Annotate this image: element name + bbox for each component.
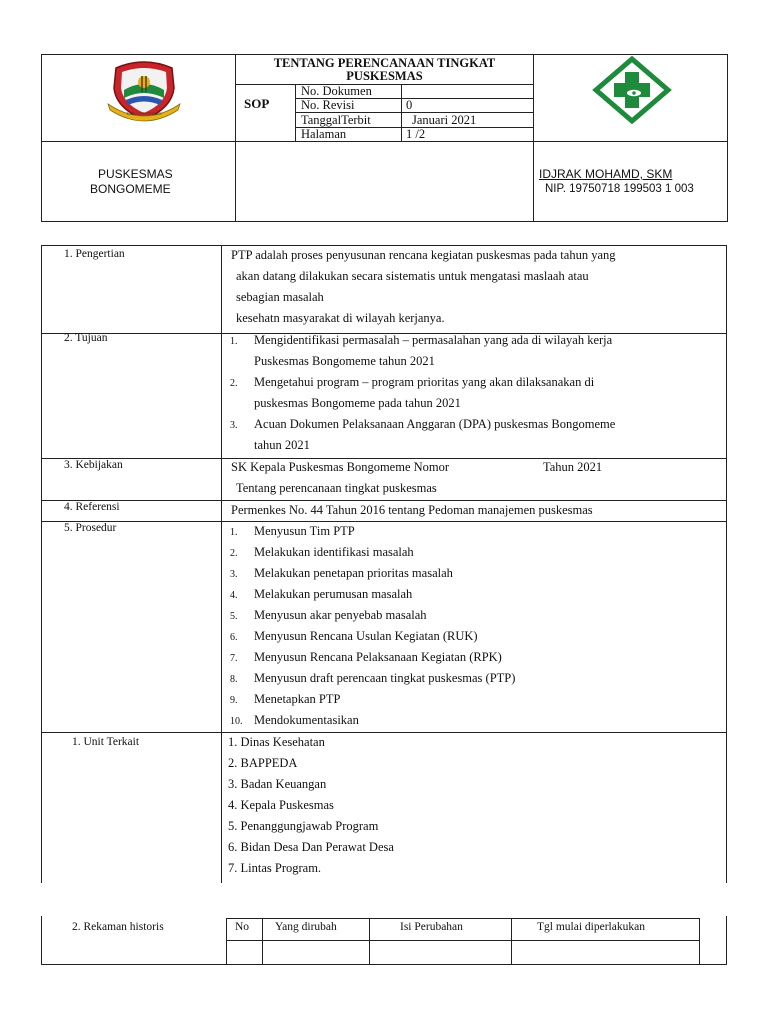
- history-col-no: No: [235, 921, 250, 933]
- org-name-line-2: BONGOMEME: [90, 182, 171, 196]
- sop-label: SOP: [244, 96, 270, 111]
- tujuan-num-3: 3.: [230, 420, 238, 431]
- meta-label-dokumen: No. Dokumen: [301, 84, 372, 98]
- kebijakan-sk-text: SK Kepala Puskesmas Bongomeme Nomor: [231, 460, 450, 474]
- kebijakan-year-text: Tahun 2021: [543, 460, 603, 474]
- pengertian-line-1: PTP adalah proses penyusunan rencana kegiatan puskesmas pada tahun yang: [231, 248, 616, 262]
- unit-item: 7. Lintas Program.: [228, 861, 322, 875]
- unit-item: 3. Badan Keuangan: [228, 777, 327, 791]
- unit-item: 6. Bidan Desa Dan Perawat Desa: [228, 840, 394, 854]
- section-label-unit-terkait: 1. Unit Terkait: [72, 736, 140, 748]
- meta-value-halaman: 1 /2: [406, 127, 426, 141]
- section-label-referensi: 4. Referensi: [64, 501, 120, 513]
- prosedur-item: Mendokumentasikan: [254, 713, 359, 727]
- meta-label-tanggal: TanggalTerbit: [301, 113, 371, 127]
- prosedur-item: Menetapkan PTP: [254, 692, 341, 706]
- section-label-prosedur: 5. Prosedur: [64, 522, 117, 534]
- title-line-1: TENTANG PERENCANAAN TINGKAT: [273, 56, 496, 70]
- prosedur-num: 6.: [230, 632, 238, 643]
- section-label-tujuan: 2. Tujuan: [64, 332, 108, 344]
- tujuan-num-2: 2.: [230, 378, 238, 389]
- prosedur-num: 8.: [230, 674, 238, 685]
- regency-logo: [104, 58, 184, 124]
- prosedur-num: 1.: [230, 527, 238, 538]
- pengertian-line-2: akan datang dilakukan secara sistematis untuk mengatasi maslaah atau: [236, 269, 589, 283]
- prosedur-item: Menyusun draft perencaan tingkat puskesmas (PTP): [254, 671, 516, 685]
- svg-text:KAB. GORONTALO: KAB. GORONTALO: [126, 111, 162, 116]
- prosedur-item: Menyusun Rencana Usulan Kegiatan (RUK): [254, 629, 478, 643]
- tujuan-num-1: 1.: [230, 336, 238, 347]
- signer-nip: NIP. 19750718 199503 1 003: [545, 183, 694, 195]
- history-col-date: Tgl mulai diperlakukan: [537, 921, 645, 933]
- kebijakan-line-2: Tentang perencanaan tingkat puskesmas: [236, 481, 437, 495]
- prosedur-num: 10.: [230, 716, 243, 727]
- prosedur-item: Menyusun akar penyebab masalah: [254, 608, 427, 622]
- meta-label-revisi: No. Revisi: [301, 98, 355, 112]
- section-label-kebijakan: 3. Kebijakan: [64, 459, 123, 471]
- title-line-2: PUSKESMAS: [346, 69, 423, 83]
- prosedur-item: Menyusun Tim PTP: [254, 524, 355, 538]
- meta-label-halaman: Halaman: [301, 127, 347, 141]
- prosedur-item: Melakukan perumusan masalah: [254, 587, 413, 601]
- section-label-pengertian: 1. Pengertian: [64, 248, 125, 260]
- prosedur-num: 3.: [230, 569, 238, 580]
- prosedur-item: Melakukan penetapan prioritas masalah: [254, 566, 453, 580]
- tujuan-item-3-line-2: tahun 2021: [254, 438, 310, 452]
- section-label-rekaman: 2. Rekaman historis: [72, 921, 164, 933]
- pengertian-line-4: kesehatn masyarakat di wilayah kerjanya.: [236, 311, 445, 325]
- document-title: [236, 57, 533, 83]
- puskesmas-logo: [592, 56, 672, 124]
- history-col-changed: Yang dirubah: [275, 921, 337, 933]
- referensi-text: Permenkes No. 44 Tahun 2016 tentang Pedoman manajemen puskesmas: [231, 503, 593, 517]
- tujuan-item-2-line-2: puskesmas Bongomeme pada tahun 2021: [254, 396, 461, 410]
- tujuan-item-2-line-1: Mengetahui program – program prioritas yang akan dilaksanakan di: [254, 375, 595, 389]
- prosedur-num: 2.: [230, 548, 238, 559]
- prosedur-item: Menyusun Rencana Pelaksanaan Kegiatan (RPK): [254, 650, 502, 664]
- unit-item: 4. Kepala Puskesmas: [228, 798, 334, 812]
- unit-item: 1. Dinas Kesehatan: [228, 735, 325, 749]
- prosedur-item: Melakukan identifikasi masalah: [254, 545, 414, 559]
- signer-name: IDJRAK MOHAMD, SKM: [539, 167, 673, 181]
- history-col-content: Isi Perubahan: [400, 921, 463, 933]
- tujuan-item-3-line-1: Acuan Dokumen Pelaksanaan Anggaran (DPA) puskesmas Bongomeme: [254, 417, 616, 431]
- unit-item: 2. BAPPEDA: [228, 756, 298, 770]
- prosedur-num: 7.: [230, 653, 238, 664]
- pengertian-line-3: sebagian masalah: [236, 290, 324, 304]
- prosedur-num: 5.: [230, 611, 238, 622]
- meta-value-tanggal: Januari 2021: [412, 113, 477, 127]
- unit-item: 5. Penanggungjawab Program: [228, 819, 379, 833]
- org-name-line-1: PUSKESMAS: [98, 167, 173, 181]
- tujuan-item-1-line-2: Puskesmas Bongomeme tahun 2021: [254, 354, 435, 368]
- tujuan-item-1-line-1: Mengidentifikasi permasalah – permasalahan yang ada di wilayah kerja: [254, 333, 613, 347]
- meta-value-revisi: 0: [406, 98, 413, 112]
- prosedur-num: 4.: [230, 590, 238, 601]
- prosedur-num: 9.: [230, 695, 238, 706]
